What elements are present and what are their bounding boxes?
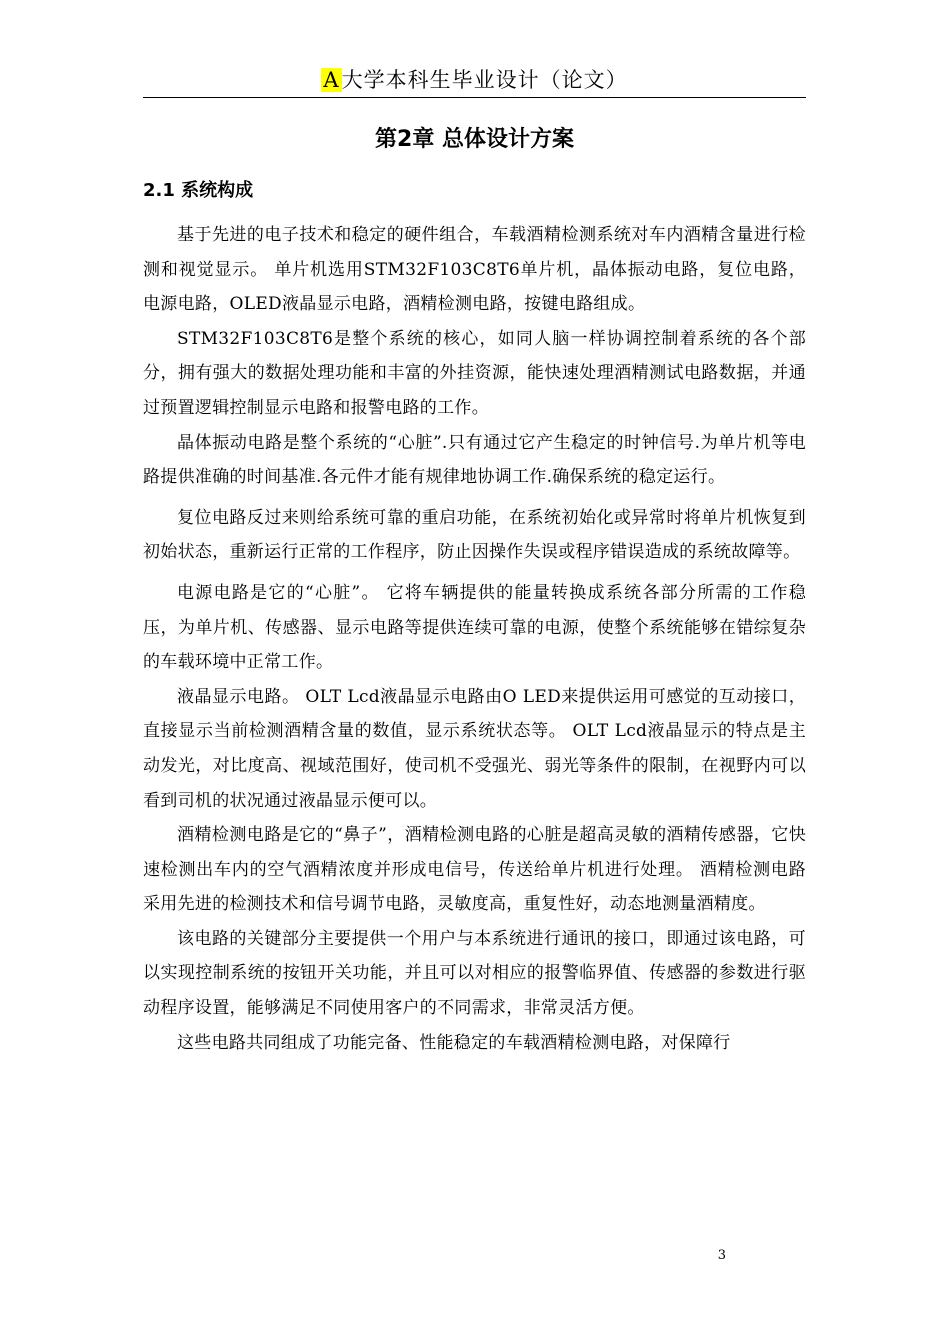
- header-highlight-mark: A: [323, 68, 340, 92]
- paragraph-summary: 这些电路共同组成了功能完备、性能稳定的车载酒精检测电路，对保障行: [177, 1032, 731, 1053]
- paragraph-power-circuit: 电源电路是它的“心脏”。 它将车辆提供的能量转换成系统各部分所需的工作稳压，为单片机、传感器、显示电路等提供连续可靠的电源，使整个系统能够在错综复杂的车载环境中正常工作。: [143, 582, 806, 673]
- paragraph-mcu-core: STM32F103C8T6是整个系统的核心，如同人脑一样协调控制着系统的各个部分，拥有强大的数据处理功能和丰富的外挂资源，能快速处理酒精测试电路数据，并通过预置逻辑控制显示电路和报警电路的工作。: [143, 328, 806, 418]
- header-rule: [143, 97, 806, 98]
- page-number: 3: [717, 1248, 726, 1263]
- paragraph-alcohol-detection: 酒精检测电路是它的“鼻子”，酒精检测电路的心脏是超高灵敏的酒精传感器，它快速检测出车内的空气酒精浓度并形成电信号，传送给单片机进行处理。 酒精检测电路采用先进的检测技术和信号调节电路，灵敏度高，重复性好，动态地测量酒精度。: [143, 825, 806, 915]
- chapter-title: 第2章 总体设计方案: [375, 127, 574, 152]
- paragraph-reset-circuit: 复位电路反过来则给系统可靠的重启功能，在系统初始化或异常时将单片机恢复到初始状态，重新运行正常的工作程序，防止因操作失误或程序错误造成的系统故障等。: [143, 507, 806, 563]
- paragraph-crystal-oscillator: 晶体振动电路是整个系统的“心脏”.只有通过它产生稳定的时钟信号.为单片机等电路提供准确的时间基准.各元件才能有规律地协调工作.确保系统的稳定运行。: [143, 432, 806, 488]
- paragraph-system-overview: 基于先进的电子技术和稳定的硬件组合，车载酒精检测系统对车内酒精含量进行检测和视觉显示。 单片机选用STM32F103C8T6单片机，晶体振动电路，复位电路，电源电路，OLED液晶显示电路，酒精检测电路，按键电路组成。: [143, 225, 806, 315]
- header-title: 大学本科生毕业设计（论文）: [341, 68, 628, 92]
- paragraph-lcd-display: 液晶显示电路。 OLT Lcd液晶显示电路由O LED来提供运用可感觉的互动接口，直接显示当前检测酒精含量的数值，显示系统状态等。 OLT Lcd液晶显示的特点是主动发光，对比度高、视域范围好，使司机不受强光、弱光等条件的限制，在视野内可以看到司机的状况通过液晶显示便可以。: [143, 686, 806, 811]
- page-header: [143, 64, 806, 96]
- paragraph-key-circuit: 该电路的关键部分主要提供一个用户与本系统进行通讯的接口，即通过该电路，可以实现控制系统的按钮开关功能，并且可以对相应的报警临界值、传感器的参数进行驱动程序设置，能够满足不同使用客户的不同需求，非常灵活方便。: [143, 928, 806, 1019]
- body-text: [143, 218, 806, 1060]
- section-title: 2.1 系统构成: [143, 180, 254, 201]
